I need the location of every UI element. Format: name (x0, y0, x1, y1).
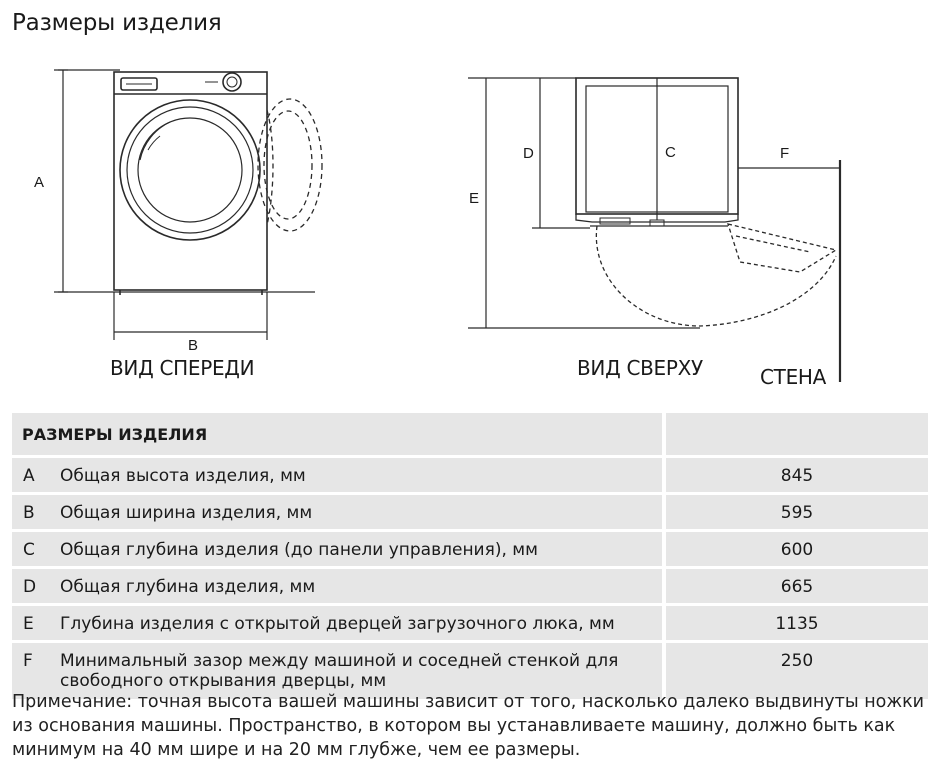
row-letter: A (12, 458, 52, 492)
dimension-d-label: D (523, 145, 534, 162)
row-description: Минимальный зазор между машиной и соседней стенкой для свободного открывания дверцы, мм (52, 643, 666, 699)
row-letter: E (12, 606, 52, 640)
row-description: Общая глубина изделия, мм (52, 569, 666, 603)
row-letter: F (12, 643, 52, 699)
dimension-e-label: E (469, 190, 480, 207)
dimension-d-line (532, 78, 590, 228)
dimension-a-line (54, 70, 315, 292)
table-row (12, 569, 928, 603)
dimension-e-line (468, 78, 700, 328)
row-value: 665 (666, 569, 928, 603)
dimension-b-label: B (188, 337, 199, 354)
dimension-b-line (114, 292, 267, 340)
row-value: 595 (666, 495, 928, 529)
row-description: Общая высота изделия, мм (52, 458, 666, 492)
row-value: 250 (666, 643, 928, 699)
row-letter: C (12, 532, 52, 566)
row-letter: B (12, 495, 52, 529)
front-view-machine (114, 72, 267, 295)
table-header: РАЗМЕРЫ ИЗДЕЛИЯ (12, 413, 666, 455)
table-row (12, 606, 928, 640)
dimension-f-label: F (780, 145, 790, 162)
page-title: Размеры изделия (12, 10, 222, 36)
row-value: 600 (666, 532, 928, 566)
row-description: Общая ширина изделия, мм (52, 495, 666, 529)
dimensions-table (12, 410, 928, 702)
row-value: 1135 (666, 606, 928, 640)
row-description: Общая глубина изделия (до панели управления), мм (52, 532, 666, 566)
dimension-a-label: A (34, 174, 45, 191)
row-letter: D (12, 569, 52, 603)
row-value: 845 (666, 458, 928, 492)
row-description: Глубина изделия с открытой дверцей загрузочного люка, мм (52, 606, 666, 640)
table-header-row (12, 413, 928, 455)
table-header-value (666, 413, 928, 455)
note-text: Примечание: точная высота вашей машины зависит от того, насколько далеко выдвинуты ножки из основания машины. Пространство, в котором вы устанавливаете машину, должно быть как минимум на 40 мм шире и на 20 мм глубже, чем ее размеры. (12, 692, 925, 760)
table-row (12, 458, 928, 492)
top-view-open-door (596, 224, 836, 326)
table-row (12, 532, 928, 566)
top-view-label: ВИД СВЕРХУ (577, 356, 703, 380)
wall-label: СТЕНА (760, 365, 827, 389)
front-view-label: ВИД СПЕРЕДИ (110, 356, 255, 380)
table-row (12, 495, 928, 529)
dimension-c-label: C (665, 144, 676, 161)
